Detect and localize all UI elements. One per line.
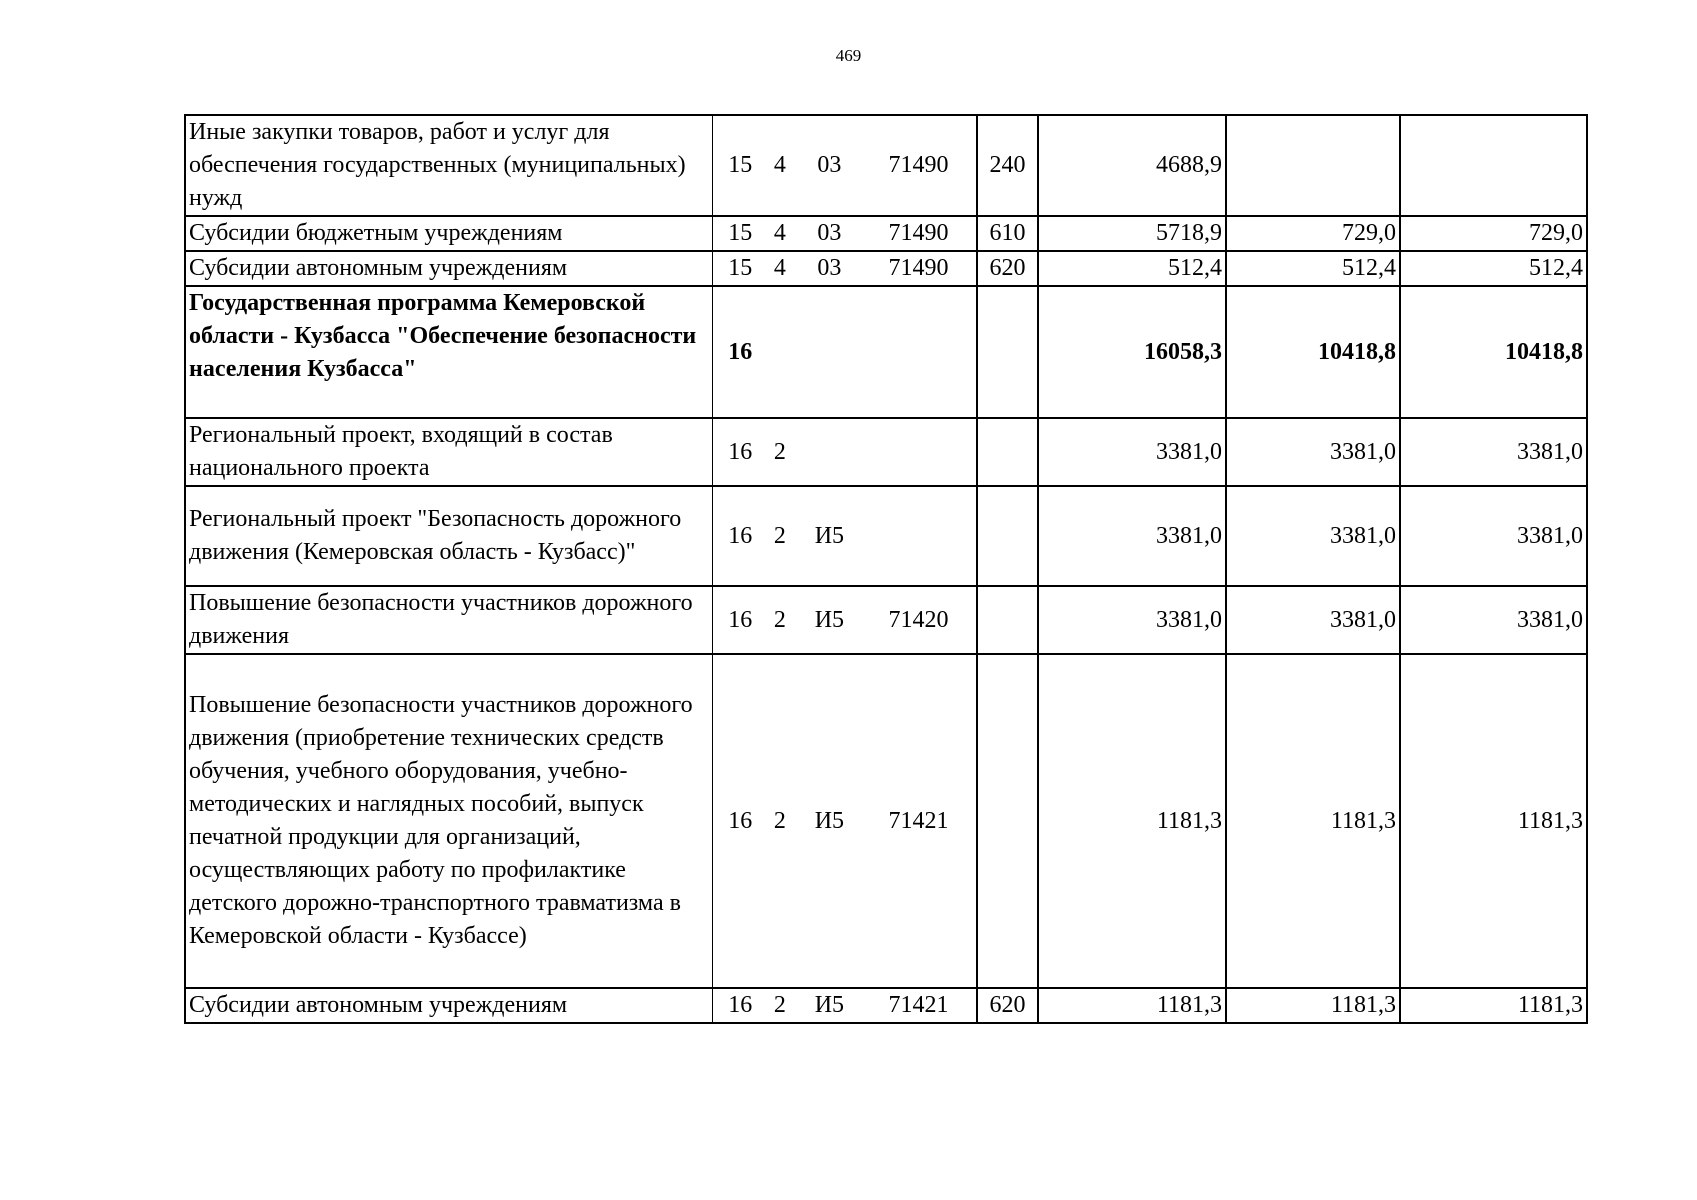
expense-direction-code: 71421 [888, 807, 949, 834]
subprogram-code: 4 [773, 220, 786, 246]
expense-direction-code: 71421 [888, 992, 949, 1018]
amount-year-3: 1181,3 [1400, 988, 1587, 1023]
program-code: 16 [728, 438, 753, 465]
amount-year-1: 512,4 [1038, 251, 1226, 286]
subprogram-code: 4 [773, 255, 786, 281]
expense-type-code: 610 [977, 216, 1038, 251]
expense-direction-code: 71490 [888, 152, 949, 178]
amount-year-3: 729,0 [1400, 216, 1587, 251]
amount-year-3: 3381,0 [1400, 586, 1587, 654]
amount-year-1: 3381,0 [1038, 418, 1226, 486]
program-code: 16 [728, 992, 753, 1018]
program-code: 16 [728, 522, 753, 549]
table-row [185, 418, 1587, 486]
amount-year-3: 3381,0 [1400, 418, 1587, 486]
budget-table [184, 114, 1588, 1024]
amount-year-3: 512,4 [1400, 251, 1587, 286]
table-row [185, 251, 1587, 286]
table-row [185, 654, 1587, 988]
row-name: Региональный проект "Безопасность дорожного движения (Кемеровская область - Кузбасс)" [185, 486, 712, 586]
main-activity-code: 03 [817, 152, 842, 178]
row-name: Субсидии автономным учреждениям [185, 251, 712, 286]
table-row-program [185, 286, 1587, 418]
main-activity-code: И5 [814, 522, 845, 549]
row-name: Субсидии автономным учреждениям [185, 988, 712, 1023]
row-name: Иные закупки товаров, работ и услуг для обеспечения государственных (муниципальных) нужд [185, 115, 712, 216]
subprogram-code: 2 [773, 807, 786, 834]
main-activity-code: 03 [817, 220, 842, 246]
amount-year-3: 3381,0 [1400, 486, 1587, 586]
amount-year-2: 3381,0 [1226, 418, 1400, 486]
amount-year-2: 729,0 [1226, 216, 1400, 251]
expense-type-code [977, 486, 1038, 586]
program-code: 15 [728, 152, 753, 178]
expense-type-code [977, 586, 1038, 654]
subprogram-code: 2 [773, 606, 786, 633]
page-number: 469 [835, 46, 862, 65]
main-activity-code: 03 [817, 255, 842, 281]
amount-year-1: 1181,3 [1038, 988, 1226, 1023]
row-name: Повышение безопасности участников дорожного движения [185, 586, 712, 654]
amount-year-1: 16058,3 [1038, 286, 1226, 418]
amount-year-1: 1181,3 [1038, 654, 1226, 988]
amount-year-1: 5718,9 [1038, 216, 1226, 251]
expense-type-code [977, 654, 1038, 988]
table-row [185, 486, 1587, 586]
row-name: Государственная программа Кемеровской области - Кузбасса "Обеспечение безопасности населения Кузбасса" [185, 286, 712, 418]
row-name: Субсидии бюджетным учреждениям [185, 216, 712, 251]
subprogram-code: 2 [773, 438, 786, 465]
amount-year-2: 3381,0 [1226, 586, 1400, 654]
amount-year-3: 1181,3 [1400, 654, 1587, 988]
expense-type-code: 240 [977, 115, 1038, 216]
expense-type-code: 620 [977, 988, 1038, 1023]
amount-year-1: 4688,9 [1038, 115, 1226, 216]
program-code: 16 [728, 807, 753, 834]
expense-type-code: 620 [977, 251, 1038, 286]
expense-direction-code: 71420 [888, 606, 949, 633]
expense-type-code [977, 286, 1038, 418]
subprogram-code: 2 [773, 992, 786, 1018]
amount-year-1: 3381,0 [1038, 586, 1226, 654]
main-activity-code: И5 [814, 807, 845, 834]
table-row [185, 988, 1587, 1023]
main-activity-code: И5 [814, 992, 845, 1018]
program-code: 16 [728, 606, 753, 633]
row-name: Повышение безопасности участников дорожного движения (приобретение технических средств обучения, учебного оборудования, учебно-методических и наглядных пособий, выпуск печатной продукции для организаций, осуществляющих работу по профилактике детского дорожно-транспортного травматизма в Кемеровской области - Кузбассе) [185, 654, 712, 988]
amount-year-2: 10418,8 [1226, 286, 1400, 418]
expense-direction-code: 71490 [888, 220, 949, 246]
table-row [185, 216, 1587, 251]
program-code: 16 [728, 338, 753, 365]
expense-type-code [977, 418, 1038, 486]
amount-year-3: 10418,8 [1400, 286, 1587, 418]
amount-year-3 [1400, 115, 1587, 216]
program-code: 15 [728, 220, 753, 246]
main-activity-code: И5 [814, 606, 845, 633]
amount-year-2 [1226, 115, 1400, 216]
amount-year-2: 1181,3 [1226, 654, 1400, 988]
amount-year-2: 1181,3 [1226, 988, 1400, 1023]
subprogram-code: 4 [773, 152, 786, 178]
subprogram-code: 2 [773, 522, 786, 549]
amount-year-2: 3381,0 [1226, 486, 1400, 586]
row-name: Региональный проект, входящий в состав национального проекта [185, 418, 712, 486]
amount-year-2: 512,4 [1226, 251, 1400, 286]
program-code: 15 [728, 255, 753, 281]
table-row [185, 586, 1587, 654]
expense-direction-code: 71490 [888, 255, 949, 281]
table-row [185, 115, 1587, 216]
amount-year-1: 3381,0 [1038, 486, 1226, 586]
